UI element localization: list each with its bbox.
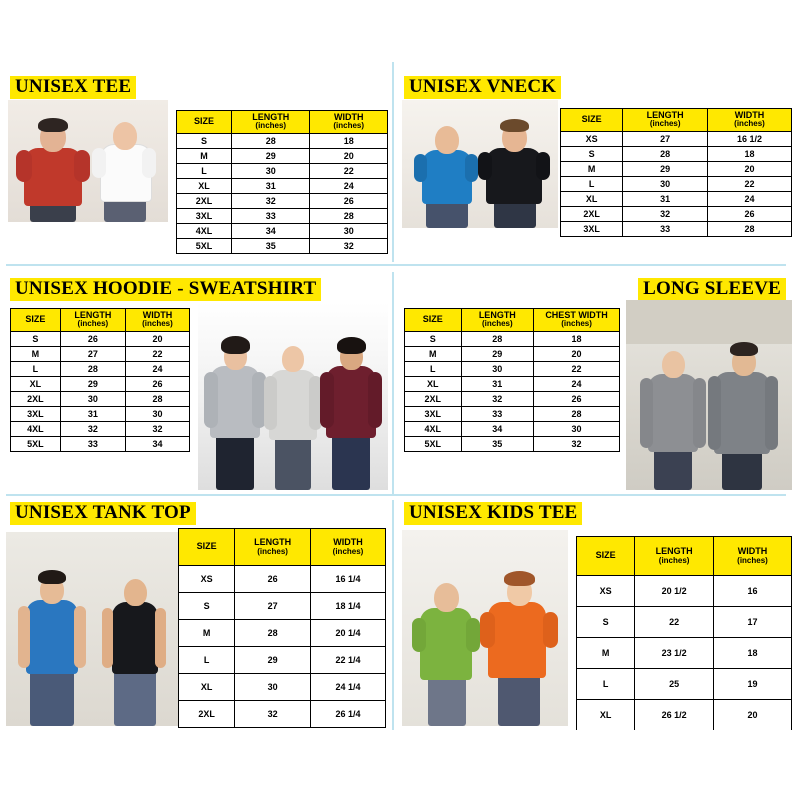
cell-size: XL xyxy=(405,376,462,391)
table-row xyxy=(11,376,190,391)
cell-width: 32 xyxy=(125,421,189,436)
cell-size: S xyxy=(405,331,462,346)
col-size: SIZE xyxy=(577,537,635,576)
cell-width: 24 1/4 xyxy=(311,674,386,701)
panel-title-unisex-vneck: UNISEX VNECK xyxy=(404,76,561,99)
table-row xyxy=(561,176,792,191)
cell-size: L xyxy=(11,361,61,376)
table-row xyxy=(561,131,792,146)
col-size: SIZE xyxy=(11,309,61,332)
panel-unisex-tank-top xyxy=(6,498,388,730)
table-row xyxy=(11,421,190,436)
col-width: WIDTH (inches) xyxy=(714,537,792,576)
cell-size: S xyxy=(11,331,61,346)
table-header-row xyxy=(179,529,386,566)
table-row xyxy=(577,700,792,731)
table-row xyxy=(405,376,620,391)
panel-title-unisex-hoodie: UNISEX HOODIE - SWEATSHIRT xyxy=(10,278,321,301)
cell-size: 5XL xyxy=(405,436,462,451)
table-row xyxy=(577,576,792,607)
table-row xyxy=(561,221,792,236)
cell-length: 26 1/2 xyxy=(635,700,714,731)
cell-length: 25 xyxy=(635,669,714,700)
table-row xyxy=(405,361,620,376)
table-header-row xyxy=(177,111,388,134)
cell-width: 16 1/4 xyxy=(311,566,386,593)
table-row xyxy=(405,331,620,346)
cell-width: 20 xyxy=(714,700,792,731)
cell-length: 27 xyxy=(235,593,311,620)
cell-chest-width: 20 xyxy=(534,346,620,361)
cell-width: 26 1/4 xyxy=(311,701,386,728)
col-size: SIZE xyxy=(561,109,623,132)
panel-divider-horizontal-2 xyxy=(6,494,786,496)
table-row xyxy=(177,178,388,193)
cell-chest-width: 18 xyxy=(534,331,620,346)
table-row xyxy=(11,361,190,376)
table-header-row xyxy=(11,309,190,332)
cell-width: 22 xyxy=(125,346,189,361)
panel-title-long-sleeve: LONG SLEEVE xyxy=(638,278,786,301)
cell-size: 2XL xyxy=(179,701,235,728)
table-row xyxy=(405,421,620,436)
photo-unisex-kids-tee xyxy=(402,530,568,726)
cell-length: 28 xyxy=(235,620,311,647)
table-header-row xyxy=(577,537,792,576)
cell-length: 33 xyxy=(60,436,125,451)
table-row xyxy=(177,133,388,148)
cell-width: 20 xyxy=(708,161,792,176)
cell-length: 34 xyxy=(232,223,310,238)
table-row xyxy=(11,406,190,421)
table-header-row xyxy=(561,109,792,132)
cell-size: 5XL xyxy=(11,436,61,451)
cell-size: 2XL xyxy=(405,391,462,406)
table-row xyxy=(561,191,792,206)
panel-title-unisex-tee: UNISEX TEE xyxy=(10,76,136,99)
col-width: WIDTH (inches) xyxy=(311,529,386,566)
cell-size: L xyxy=(179,647,235,674)
photo-unisex-tank-top xyxy=(6,532,178,726)
table-header-row xyxy=(405,309,620,332)
cell-length: 32 xyxy=(235,701,311,728)
cell-width: 26 xyxy=(125,376,189,391)
cell-length: 27 xyxy=(623,131,708,146)
cell-width: 28 xyxy=(125,391,189,406)
table-unisex-kids-tee xyxy=(576,536,792,730)
panel-title-unisex-tank-top: UNISEX TANK TOP xyxy=(10,502,196,525)
table-row xyxy=(11,346,190,361)
table-row xyxy=(561,206,792,221)
cell-length: 32 xyxy=(232,193,310,208)
table-row xyxy=(561,161,792,176)
photo-long-sleeve xyxy=(626,300,792,490)
col-chest-width: CHEST WIDTH (inches) xyxy=(534,309,620,332)
cell-length: 26 xyxy=(235,566,311,593)
cell-chest-width: 32 xyxy=(534,436,620,451)
cell-size: XS xyxy=(561,131,623,146)
table-row xyxy=(561,146,792,161)
cell-size: 3XL xyxy=(405,406,462,421)
cell-length: 33 xyxy=(461,406,534,421)
cell-length: 23 1/2 xyxy=(635,638,714,669)
cell-width: 18 xyxy=(310,133,388,148)
cell-width: 18 xyxy=(708,146,792,161)
cell-length: 28 xyxy=(461,331,534,346)
table-row xyxy=(577,638,792,669)
table-row xyxy=(405,436,620,451)
table-row xyxy=(177,163,388,178)
col-width: WIDTH (inches) xyxy=(125,309,189,332)
cell-size: M xyxy=(405,346,462,361)
cell-length: 29 xyxy=(232,148,310,163)
panel-divider-vertical-top xyxy=(392,62,394,262)
cell-length: 29 xyxy=(235,647,311,674)
cell-width: 18 xyxy=(714,638,792,669)
cell-size: XL xyxy=(179,674,235,701)
cell-width: 18 1/4 xyxy=(311,593,386,620)
panel-unisex-vneck xyxy=(400,66,794,260)
cell-length: 31 xyxy=(232,178,310,193)
cell-length: 31 xyxy=(623,191,708,206)
cell-size: 2XL xyxy=(561,206,623,221)
cell-size: 4XL xyxy=(177,223,232,238)
col-width: WIDTH (inches) xyxy=(310,111,388,134)
table-row xyxy=(179,620,386,647)
cell-length: 35 xyxy=(461,436,534,451)
col-length: LENGTH (inches) xyxy=(461,309,534,332)
cell-length: 28 xyxy=(60,361,125,376)
cell-length: 30 xyxy=(232,163,310,178)
table-row xyxy=(577,669,792,700)
cell-chest-width: 28 xyxy=(534,406,620,421)
cell-length: 34 xyxy=(461,421,534,436)
col-size: SIZE xyxy=(177,111,232,134)
table-row xyxy=(405,391,620,406)
table-row xyxy=(179,593,386,620)
table-row xyxy=(179,701,386,728)
cell-length: 28 xyxy=(623,146,708,161)
cell-width: 22 1/4 xyxy=(311,647,386,674)
cell-width: 22 xyxy=(310,163,388,178)
table-row xyxy=(179,674,386,701)
table-unisex-tank-top xyxy=(178,528,386,728)
cell-size: XS xyxy=(179,566,235,593)
cell-length: 35 xyxy=(232,238,310,253)
photo-unisex-vneck xyxy=(402,100,558,228)
cell-length: 27 xyxy=(60,346,125,361)
table-row xyxy=(177,223,388,238)
cell-length: 22 xyxy=(635,607,714,638)
cell-length: 31 xyxy=(461,376,534,391)
cell-size: 5XL xyxy=(177,238,232,253)
cell-size: XL xyxy=(577,700,635,731)
col-length: LENGTH (inches) xyxy=(635,537,714,576)
cell-size: S xyxy=(177,133,232,148)
cell-size: 3XL xyxy=(561,221,623,236)
photo-unisex-hoodie xyxy=(198,302,388,490)
table-row xyxy=(177,148,388,163)
panel-title-unisex-kids-tee: UNISEX KIDS TEE xyxy=(404,502,582,525)
cell-length: 30 xyxy=(461,361,534,376)
table-row xyxy=(177,238,388,253)
cell-length: 28 xyxy=(232,133,310,148)
cell-length: 33 xyxy=(232,208,310,223)
cell-width: 24 xyxy=(310,178,388,193)
cell-length: 33 xyxy=(623,221,708,236)
cell-length: 32 xyxy=(623,206,708,221)
panel-unisex-tee xyxy=(6,66,388,260)
cell-size: 4XL xyxy=(11,421,61,436)
cell-width: 32 xyxy=(310,238,388,253)
cell-width: 20 xyxy=(310,148,388,163)
table-row xyxy=(11,391,190,406)
cell-width: 28 xyxy=(310,208,388,223)
table-row xyxy=(405,406,620,421)
cell-chest-width: 30 xyxy=(534,421,620,436)
col-length: LENGTH (inches) xyxy=(232,111,310,134)
table-row xyxy=(11,436,190,451)
cell-size: M xyxy=(11,346,61,361)
cell-width: 28 xyxy=(708,221,792,236)
cell-size: M xyxy=(561,161,623,176)
col-length: LENGTH (inches) xyxy=(60,309,125,332)
cell-chest-width: 22 xyxy=(534,361,620,376)
cell-size: 3XL xyxy=(177,208,232,223)
cell-size: L xyxy=(177,163,232,178)
cell-width: 16 xyxy=(714,576,792,607)
cell-size: XS xyxy=(577,576,635,607)
table-row xyxy=(179,647,386,674)
panel-divider-vertical-bottom xyxy=(392,500,394,730)
cell-length: 30 xyxy=(623,176,708,191)
col-size: SIZE xyxy=(179,529,235,566)
table-row xyxy=(177,193,388,208)
cell-width: 26 xyxy=(708,206,792,221)
table-row xyxy=(11,331,190,346)
table-row xyxy=(405,346,620,361)
cell-length: 32 xyxy=(60,421,125,436)
cell-length: 29 xyxy=(60,376,125,391)
cell-size: 4XL xyxy=(405,421,462,436)
cell-size: L xyxy=(405,361,462,376)
cell-length: 29 xyxy=(623,161,708,176)
cell-size: M xyxy=(179,620,235,647)
photo-unisex-tee xyxy=(8,100,168,222)
cell-width: 20 1/4 xyxy=(311,620,386,647)
cell-width: 17 xyxy=(714,607,792,638)
cell-width: 22 xyxy=(708,176,792,191)
cell-size: S xyxy=(179,593,235,620)
cell-width: 24 xyxy=(125,361,189,376)
cell-size: 3XL xyxy=(11,406,61,421)
cell-chest-width: 26 xyxy=(534,391,620,406)
cell-length: 30 xyxy=(60,391,125,406)
cell-length: 30 xyxy=(235,674,311,701)
cell-size: L xyxy=(577,669,635,700)
table-long-sleeve xyxy=(404,308,620,452)
cell-size: 2XL xyxy=(11,391,61,406)
cell-size: 2XL xyxy=(177,193,232,208)
cell-width: 16 1/2 xyxy=(708,131,792,146)
cell-size: XL xyxy=(11,376,61,391)
cell-width: 30 xyxy=(125,406,189,421)
panel-divider-vertical-middle xyxy=(392,272,394,494)
cell-size: M xyxy=(577,638,635,669)
cell-size: XL xyxy=(177,178,232,193)
cell-width: 19 xyxy=(714,669,792,700)
cell-length: 29 xyxy=(461,346,534,361)
cell-width: 34 xyxy=(125,436,189,451)
cell-width: 26 xyxy=(310,193,388,208)
cell-length: 32 xyxy=(461,391,534,406)
table-unisex-tee xyxy=(176,110,388,254)
cell-size: M xyxy=(177,148,232,163)
col-size: SIZE xyxy=(405,309,462,332)
table-unisex-vneck xyxy=(560,108,792,237)
cell-length: 20 1/2 xyxy=(635,576,714,607)
table-row xyxy=(577,607,792,638)
cell-size: XL xyxy=(561,191,623,206)
panel-long-sleeve xyxy=(400,270,794,492)
cell-size: L xyxy=(561,176,623,191)
table-row xyxy=(177,208,388,223)
cell-width: 20 xyxy=(125,331,189,346)
table-row xyxy=(179,566,386,593)
table-unisex-hoodie xyxy=(10,308,190,452)
cell-width: 24 xyxy=(708,191,792,206)
cell-length: 26 xyxy=(60,331,125,346)
col-length: LENGTH (inches) xyxy=(623,109,708,132)
col-width: WIDTH (inches) xyxy=(708,109,792,132)
panel-unisex-kids-tee xyxy=(400,498,794,730)
cell-size: S xyxy=(561,146,623,161)
cell-chest-width: 24 xyxy=(534,376,620,391)
cell-length: 31 xyxy=(60,406,125,421)
panel-divider-horizontal-1 xyxy=(6,264,786,266)
panel-unisex-hoodie-sweatshirt xyxy=(6,270,388,492)
cell-size: S xyxy=(577,607,635,638)
cell-width: 30 xyxy=(310,223,388,238)
col-length: LENGTH (inches) xyxy=(235,529,311,566)
